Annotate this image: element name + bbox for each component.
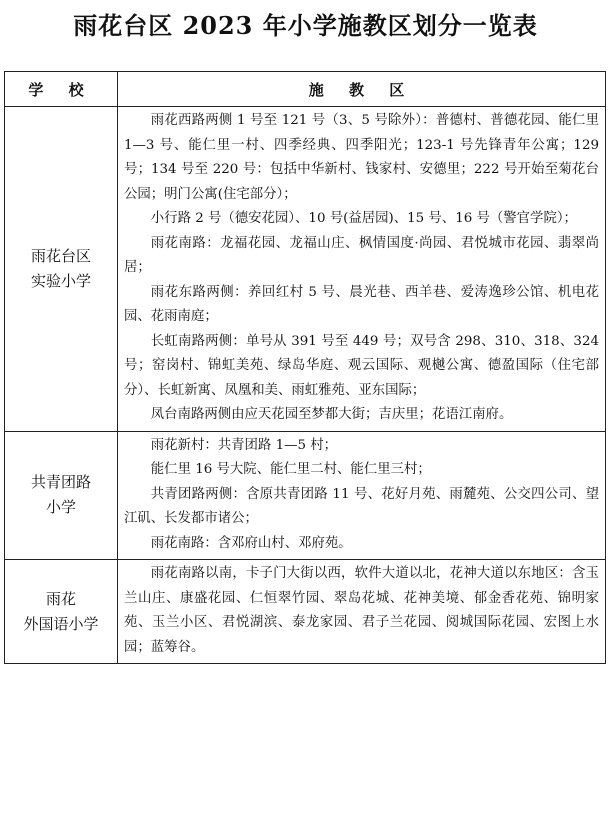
table-header-row [5, 72, 606, 107]
school-name-cell [5, 107, 118, 432]
school-name-line: 雨花 [45, 589, 76, 608]
school-district-table [4, 71, 606, 664]
table-row [5, 107, 606, 432]
area-paragraph: 雨花西路两侧 1 号至 121 号（3、5 号除外）：普德村、普德花园、能仁里 1—3 号、能仁里一村、四季经典、四季阳光；123-1 号先锋青年公寓；129 号；134 号至 220 号：包括中华新村、钱家村、安德里；222 号开始至菊花台公园；明门公寓(住宅部分）； [124, 113, 599, 202]
area-description-cell [118, 107, 606, 432]
area-description-cell [118, 560, 606, 664]
header-area: 施 教 区 [118, 72, 606, 107]
area-paragraph: 雨花南路：龙福花园、龙福山庄、枫情国度·尚园、君悦城市花园、翡翠尚居； [124, 235, 599, 275]
document-title: 雨花台区 2023 年小学施教区划分一览表 [73, 11, 538, 40]
school-name-line: 共青团路 [30, 473, 91, 492]
table-row [5, 431, 606, 560]
area-paragraph: 雨花南路：含邓府山村、邓府苑。 [150, 535, 352, 551]
school-name-cell [5, 560, 118, 664]
area-paragraph: 共青团路两侧：含原共青团路 11 号、花好月苑、雨麓苑、公交四公司、望江矶、长发都市诸公； [124, 486, 599, 526]
school-name-line: 小学 [45, 498, 76, 517]
area-paragraph: 雨花南路以南，卡子门大街以西，软件大道以北，花神大道以东地区：含玉兰山庄、康盛花园、仁恒翠竹园、翠岛花城、花神美境、郁金香花苑、锦明家苑、玉兰小区、君悦湖滨、泰龙家园、君子兰花园、阅城国际花园、宏图上水园；蓝筹谷。 [124, 566, 599, 655]
header-school: 学 校 [5, 72, 118, 107]
area-description-cell [118, 431, 606, 560]
table-row [5, 560, 606, 664]
school-name-line: 雨花台区 [30, 246, 91, 265]
area-paragraph: 凤台南路两侧由应天花园至梦都大街；吉庆里；花语江南府。 [150, 407, 513, 422]
area-paragraph: 雨花东路两侧：养回红村 5 号、晨光巷、西羊巷、爱涛逸珍公馆、机电花园、花雨南庭； [124, 284, 599, 324]
area-paragraph: 能仁里 16 号大院、能仁里二村、能仁里三村； [150, 462, 431, 477]
area-paragraph: 小行路 2 号（德安花园）、10 号(益居园)、15 号、16 号（警官学院）； [150, 211, 577, 226]
area-paragraph: 雨花新村：共青团路 1—5 村； [150, 437, 338, 453]
school-name-line: 外国语小学 [23, 614, 99, 633]
school-name-cell [5, 431, 118, 560]
school-name-line: 实验小学 [30, 271, 91, 290]
area-paragraph: 长虹南路两侧：单号从 391 号至 449 号；双号含 298、310、318、324 号；窑岗村、锦虹美苑、绿岛华庭、观云国际、观樾公寓、德盈国际（住宅部分）、长虹新寓、凤凰和美、雨虹雅苑、亚东国际； [124, 333, 599, 398]
